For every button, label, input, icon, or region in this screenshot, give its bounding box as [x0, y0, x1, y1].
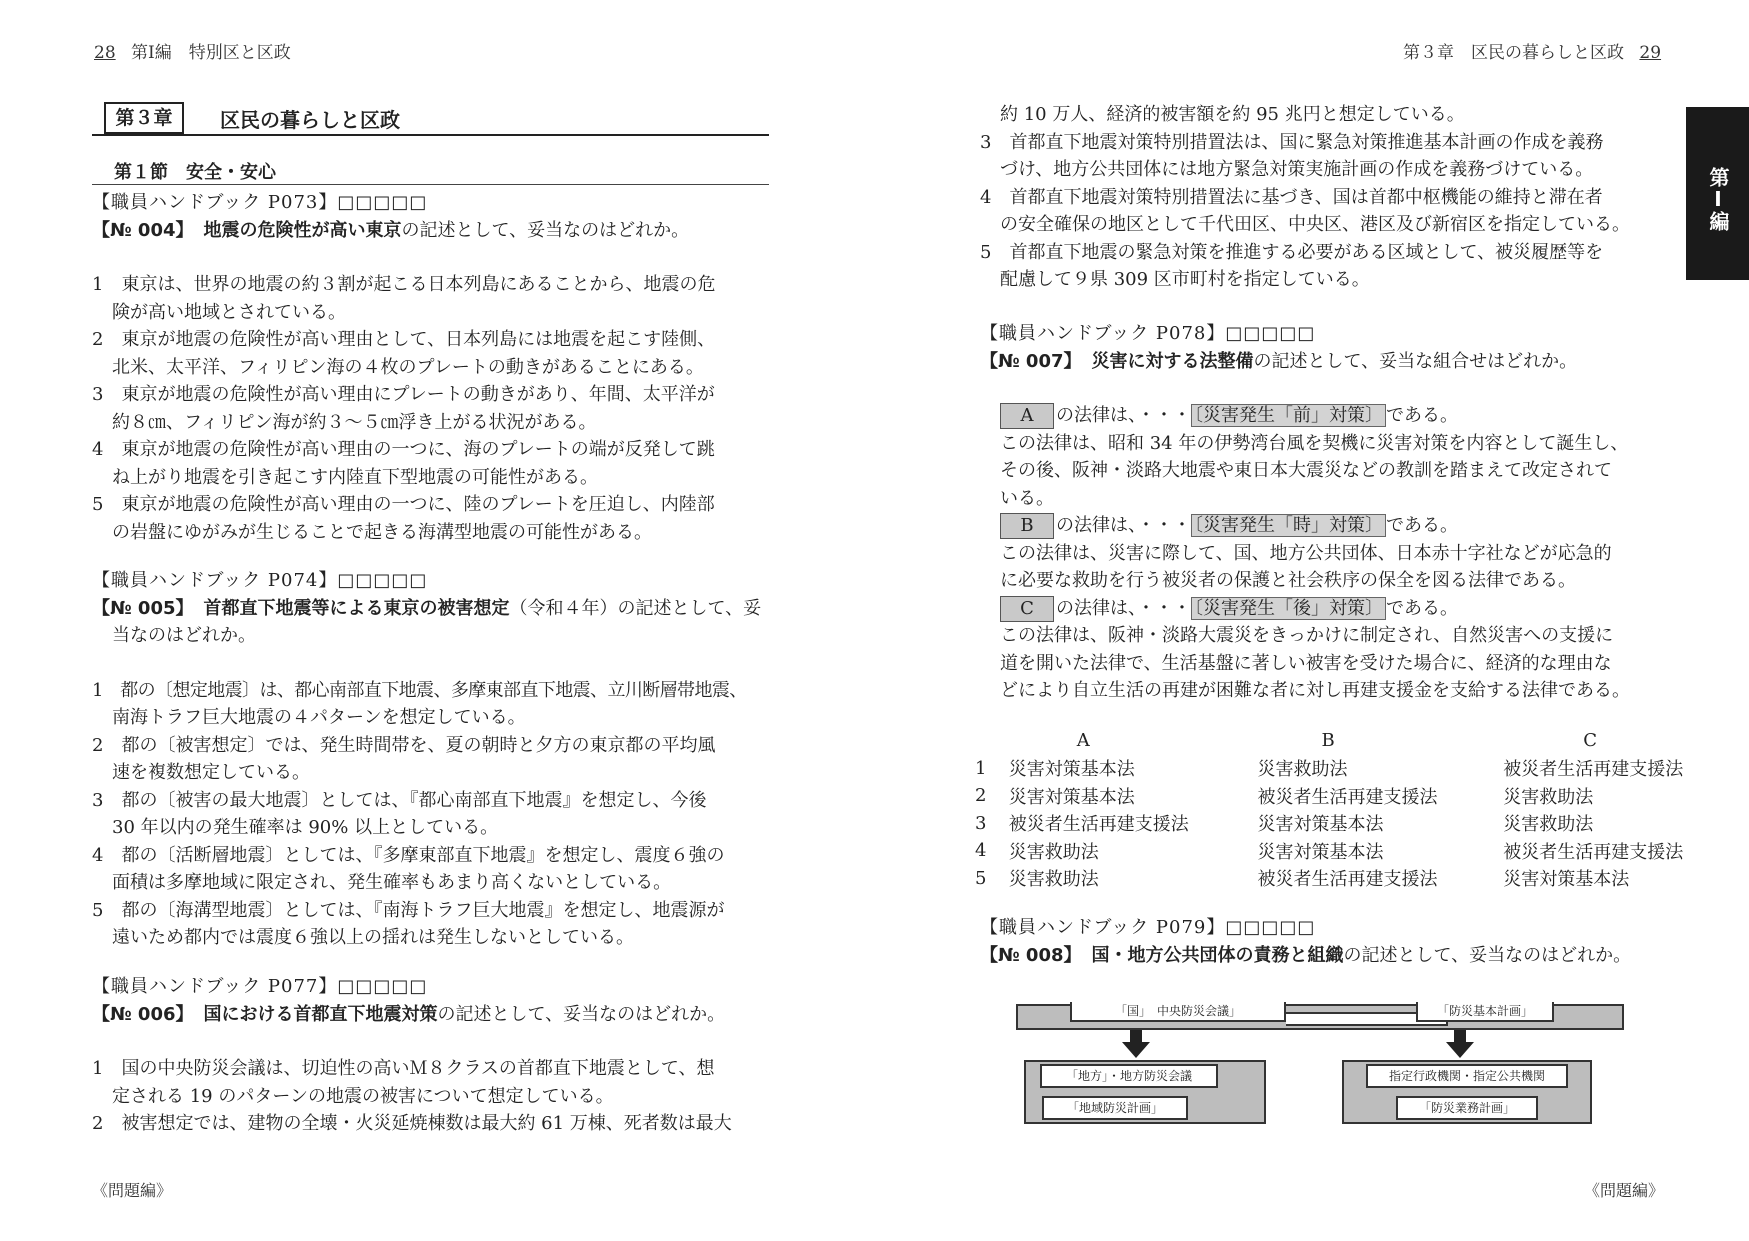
q007-stem — [980, 348, 1630, 376]
local-plan-box: 「地域防災計画」 — [1042, 1096, 1188, 1120]
q006-option-2: 2 被害想定では、建物の全壊・火災延焼棟数は最大約 61 万棟、死者数は最大 — [92, 1113, 732, 1134]
q005-rest: （令和４年）の記述として、妥 — [509, 597, 762, 619]
q005-option-1: 1 都の〔想定地震〕は、都心南部直下地震、多摩東部直下地震、立川断層帯地震、 南海トラフ巨大地震の４パターンを想定している。 — [92, 679, 747, 728]
disaster-org-diagram — [1016, 1004, 1624, 1124]
q006-option-2-cont: 約 10 万人、経済的被害額を約 95 兆円と想定している。 — [1000, 104, 1465, 125]
table-row: 3 被災者生活再建支援法 災害対策基本法 災害救助法 — [975, 812, 1594, 836]
local-council-box: 「地方」・地方防災会議 — [1040, 1064, 1218, 1088]
label-c: C — [1000, 596, 1054, 622]
q005-topic: 首都直下地震等による東京の被害想定 — [203, 597, 510, 619]
q006-option-1: 1 国の中央防災会議は、切迫性の高いＭ８クラスの首都直下地震として、想 定される 19 のパターンの地震の被害について想定している。 — [92, 1058, 715, 1107]
chapter-title: 区民の暮らしと区政 — [220, 108, 400, 132]
chapter-label: 第３章 — [104, 102, 184, 134]
q005-ref: 【職員ハンドブック P074】□□□□□ — [92, 570, 428, 591]
q006-topic: 国における首都直下地震対策 — [203, 1003, 438, 1025]
q007-topic: 災害に対する法整備 — [1091, 350, 1254, 372]
table-row: 2 災害対策基本法 被災者生活再建支援法 災害救助法 — [975, 785, 1594, 808]
q008-number: 【№ 008】 — [980, 944, 1082, 966]
tag-after: 〔災害発生「後」対策〕 — [1191, 597, 1386, 620]
q007-number: 【№ 007】 — [980, 350, 1082, 372]
q006-number: 【№ 006】 — [92, 1003, 194, 1025]
tag-during: 〔災害発生「時」対策〕 — [1191, 514, 1386, 537]
designated-orgs-box: 指定行政機関・指定公共機関 — [1366, 1064, 1568, 1088]
label-b: B — [1000, 513, 1054, 539]
q004-ref: 【職員ハンドブック P073】□□□□□ — [92, 192, 428, 213]
q008-topic: 国・地方公共団体の責務と組織 — [1091, 944, 1344, 966]
q004-option-2: 2 東京が地震の危険性が高い理由として、日本列島には地震を起こす陸側、 北米、太平洋、フィリピン海の４枚のプレートの動きがあることにある。 — [92, 329, 716, 378]
basic-plan-box: 「防災基本計画」 — [1416, 1002, 1554, 1022]
tag-before: 〔災害発生「前」対策〕 — [1191, 404, 1386, 427]
section-heading — [92, 156, 769, 185]
q008-stem — [980, 942, 1631, 970]
left-page-number: 28 — [94, 43, 116, 63]
question-005 — [92, 567, 761, 952]
question-007 — [980, 320, 1630, 705]
q007-ref: 【職員ハンドブック P078】□□□□□ — [980, 323, 1316, 344]
question-006 — [92, 973, 732, 1138]
question-008 — [980, 914, 1631, 969]
left-page — [0, 0, 874, 1241]
q005-option-2: 2 都の〔被害想定〕では、発生時間帯を、夏の朝時と夕方の東京都の平均風 速を複数想定している。 — [92, 734, 716, 783]
section-title: 第１節 安全・安心 — [114, 162, 276, 183]
q004-option-4: 4 東京が地震の危険性が高い理由の一つに、海のプレートの端が反発して跳 ね上がり地震を引き起こす内陸直下型地震の可能性がある。 — [92, 439, 715, 488]
q006-stem — [92, 1001, 732, 1029]
ops-plan-box: 「防災業務計画」 — [1396, 1096, 1538, 1120]
q004-rest: の記述として、妥当なのはどれか。 — [401, 219, 690, 241]
chapter-heading — [92, 102, 769, 136]
q006-option-5: 5 首都直下地震の緊急対策を推進する必要がある区域として、被災履歴等を 配慮して９県 309 区市町村を指定している。 — [980, 241, 1604, 290]
q006-rest: の記述として、妥当なのはどれか。 — [437, 1003, 726, 1025]
table-row: 1 災害対策基本法 災害救助法 被災者生活再建支援法 — [975, 757, 1684, 781]
q005-stem-cont: 当なのはどれか。 — [112, 625, 256, 646]
q004-option-5: 5 東京が地震の危険性が高い理由の一つに、陸のプレートを圧迫し、内陸部 の岩盤にゆがみが生じることで起きる海溝型地震の可能性がある。 — [92, 494, 715, 543]
table-row: 5 災害救助法 被災者生活再建支援法 災害対策基本法 — [975, 867, 1630, 891]
q007-item-c: C の法律は、・・・ 〔災害発生「後」対策〕 である。 この法律は、阪神・淡路大震災をきっかけに制定され、自然災害への支援に 道を開いた法律で、生活基盤に著しい被害を受けた場合に、経済的な理由な どにより自立生活の再建が困難な者に対し再建支援金を支給する法律である。 — [1000, 597, 1630, 701]
q008-ref: 【職員ハンドブック P079】□□□□□ — [980, 917, 1316, 938]
q006-option-3: 3 首都直下地震対策特別措置法は、国に緊急対策推進基本計画の作成を義務 づけ、地方公共団体には地方緊急対策実施計画の作成を義務づけている。 — [980, 131, 1604, 180]
q007-rest: の記述として、妥当な組合せはどれか。 — [1253, 350, 1578, 372]
q004-topic: 地震の危険性が高い東京 — [203, 219, 402, 241]
q005-option-4: 4 都の〔活断層地震〕としては、『多摩東部直下地震』を想定し、震度６強の 面積は多摩地域に限定され、発生確率もあまり高くないとしている。 — [92, 844, 725, 893]
table-row: 4 災害救助法 災害対策基本法 被災者生活再建支援法 — [975, 840, 1684, 863]
arrow-down-left — [1122, 1042, 1150, 1058]
left-header-text: 第Ⅰ編 特別区と区政 — [131, 43, 291, 63]
arrow-down-right — [1446, 1042, 1474, 1058]
q005-stem — [92, 595, 761, 623]
q004-option-1: 1 東京は、世界の地震の約３割が起こる日本列島にあることから、地震の危 険が高い地域とされている。 — [92, 274, 716, 323]
q008-rest: の記述として、妥当なのはどれか。 — [1343, 944, 1632, 966]
national-council-box: 「国」 中央防災会議」 — [1070, 1002, 1286, 1022]
q004-option-3: 3 東京が地震の危険性が高い理由にプレートの動きがあり、年間、太平洋が 約８㎝、フィリピン海が約３～５㎝浮き上がる状況がある。 — [92, 384, 715, 433]
q007-item-a: A の法律は、・・・ 〔災害発生「前」対策〕 である。 この法律は、昭和 34 年の伊勢湾台風を契機に災害対策を内容として誕生し、 その後、阪神・淡路大地震や東日本大震災などの教訓を踏まえて改定されて いる。 — [1000, 405, 1629, 509]
right-footer: 《問題編》 — [1584, 1181, 1665, 1200]
q006-continued — [980, 101, 1630, 294]
left-running-header — [94, 38, 291, 63]
left-footer: 《問題編》 — [92, 1181, 173, 1200]
q004-stem — [92, 217, 715, 245]
q004-number: 【№ 004】 — [92, 219, 194, 241]
q007-item-b: B の法律は、・・・ 〔災害発生「時」対策〕 である。 この法律は、災害に際して、国、地方公共団体、日本赤十字社などが応急的 に必要な救助を行う被災者の保護と社会秩序の保全を図る法律である。 — [1000, 515, 1612, 591]
answer-table-header: A B C — [1076, 730, 1597, 752]
label-a: A — [1000, 403, 1054, 429]
side-tab: 第Ⅰ編 — [1686, 107, 1749, 280]
q005-number: 【№ 005】 — [92, 597, 194, 619]
q006-ref: 【職員ハンドブック P077】□□□□□ — [92, 976, 428, 997]
q006-option-4: 4 首都直下地震対策特別措置法に基づき、国は首都中枢機能の維持と滞在者 の安全確保の地区として千代田区、中央区、港区及び新宿区を指定している。 — [980, 186, 1630, 235]
question-004 — [92, 189, 715, 546]
answer-table — [975, 727, 1749, 892]
q005-option-5: 5 都の〔海溝型地震〕としては、『南海トラフ巨大地震』を想定し、地震源が 遠いため都内では震度６強以上の揺れは発生しないとしている。 — [92, 899, 725, 948]
right-page-number: 29 — [1639, 43, 1662, 63]
right-running-header — [1403, 38, 1661, 63]
q005-option-3: 3 都の〔被害の最大地震〕としては、『都心南部直下地震』を想定し、今後 30 年以内の発生確率は 90% 以上としている。 — [92, 789, 707, 838]
right-header-text: 第３章 区民の暮らしと区政 — [1403, 43, 1624, 63]
